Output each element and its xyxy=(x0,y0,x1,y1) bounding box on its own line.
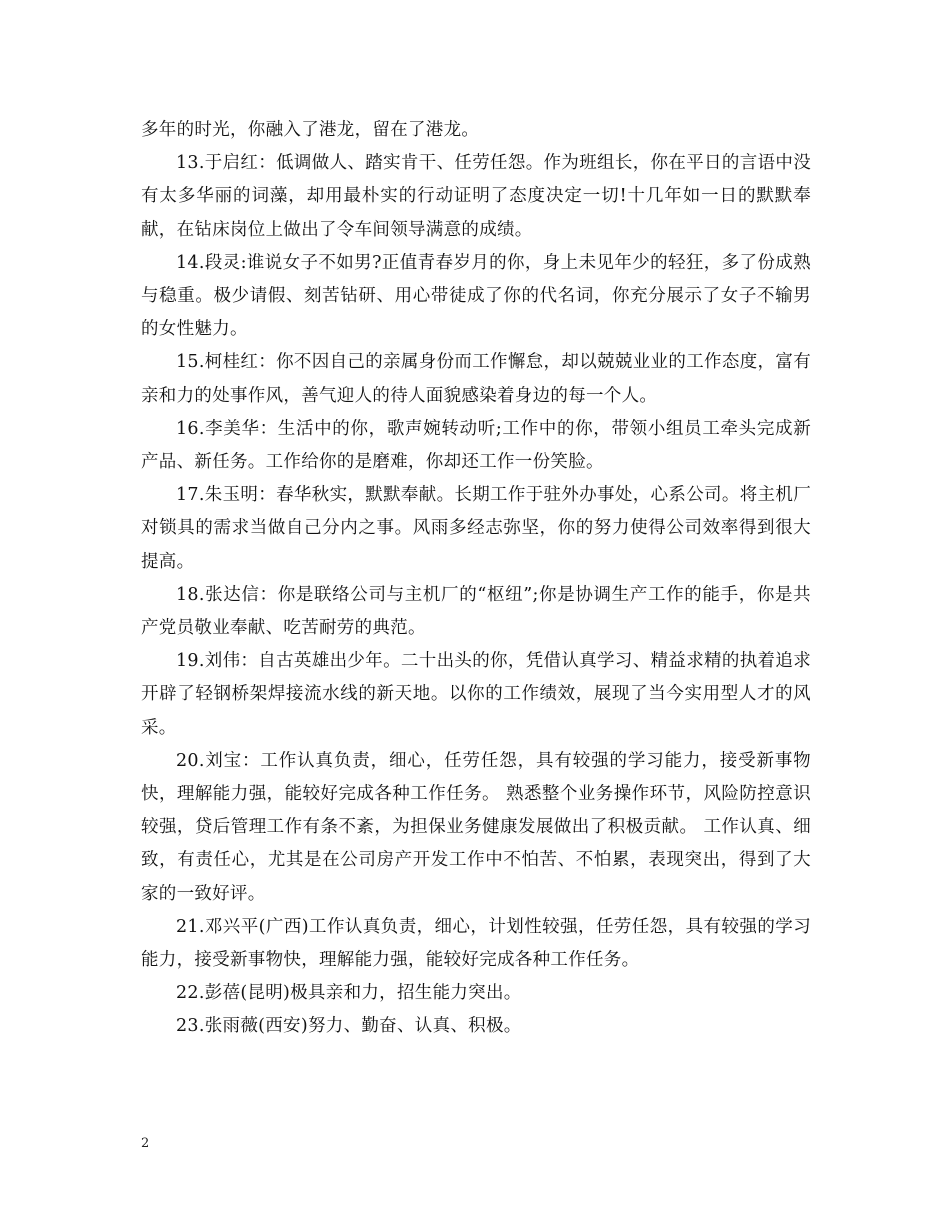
paragraph-3: 14.段灵:谁说女子不如男?正值青春岁月的你，身上未见年少的轻狂，多了份成熟与稳重。极少请假、刻苦钻研、用心带徒成了你的代名词，你充分展示了女子不输男的女性魅力。 xyxy=(141,252,811,340)
paragraph-4: 15.柯桂红：你不因自己的亲属身份而工作懈怠，却以兢兢业业的工作态度，富有亲和力的处事作风，善气迎人的待人面貌感染着身边的每一个人。 xyxy=(141,352,811,406)
paragraph-9: 20.刘宝：工作认真负责，细心，任劳任怨，具有较强的学习能力，接受新事物快，理解能力强，能较好完成各种工作任务。 熟悉整个业务操作环节，风险防控意识较强，贷后管理工作有条不紊，为担保业务健康发展做出了积极贡献。 工作认真、细致，有责任心，尤其是在公司房产开发工作中不怕苦、不怕累，表现突出，得到了大家的一致好评。 xyxy=(141,750,811,904)
paragraph-2: 13.于启红：低调做人、踏实肯干、任劳任怨。作为班组长，你在平日的言语中没有太多华丽的词藻，却用最朴实的行动证明了态度决定一切!十几年如一日的默默奉献，在钻床岗位上做出了令车间领导满意的成绩。 xyxy=(141,153,811,240)
page-number: 2 xyxy=(141,1136,150,1151)
paragraph-1: 多年的时光，你融入了港龙，留在了港龙。 xyxy=(141,120,480,140)
paragraph-7: 18.张达信：你是联络公司与主机厂的“枢纽”;你是协调生产工作的能手，你是共产党员敬业奉献、吃苦耐劳的典范。 xyxy=(141,584,811,639)
paragraph-5: 16.李美华：生活中的你，歌声婉转动听;工作中的你，带领小组员工牵头完成新产品、新任务。工作给你的是磨难，你却还工作一份笑脸。 xyxy=(141,418,811,473)
document-body xyxy=(141,114,811,1044)
paragraph-12: 23.张雨薇(西安)努力、勤奋、认真、积极。 xyxy=(176,1016,522,1037)
paragraph-6: 17.朱玉明：春华秋实，默默奉献。长期工作于驻外办事处，心系公司。将主机厂对锁具的需求当做自己分内之事。风雨多经志弥坚，你的努力使得公司效率得到很大提高。 xyxy=(141,485,811,572)
paragraph-11: 22.彭蓓(昆明)极具亲和力，招生能力突出。 xyxy=(176,983,522,1004)
paragraph-8: 19.刘伟：自古英雄出少年。二十出头的你，凭借认真学习、精益求精的执着追求开辟了轻钢桥架焊接流水线的新天地。以你的工作绩效，展现了当今实用型人才的风采。 xyxy=(141,651,811,738)
paragraph-10: 21.邓兴平(广西)工作认真负责，细心，计划性较强，任劳任怨，具有较强的学习能力，接受新事物快，理解能力强，能较好完成各种工作任务。 xyxy=(141,916,811,971)
